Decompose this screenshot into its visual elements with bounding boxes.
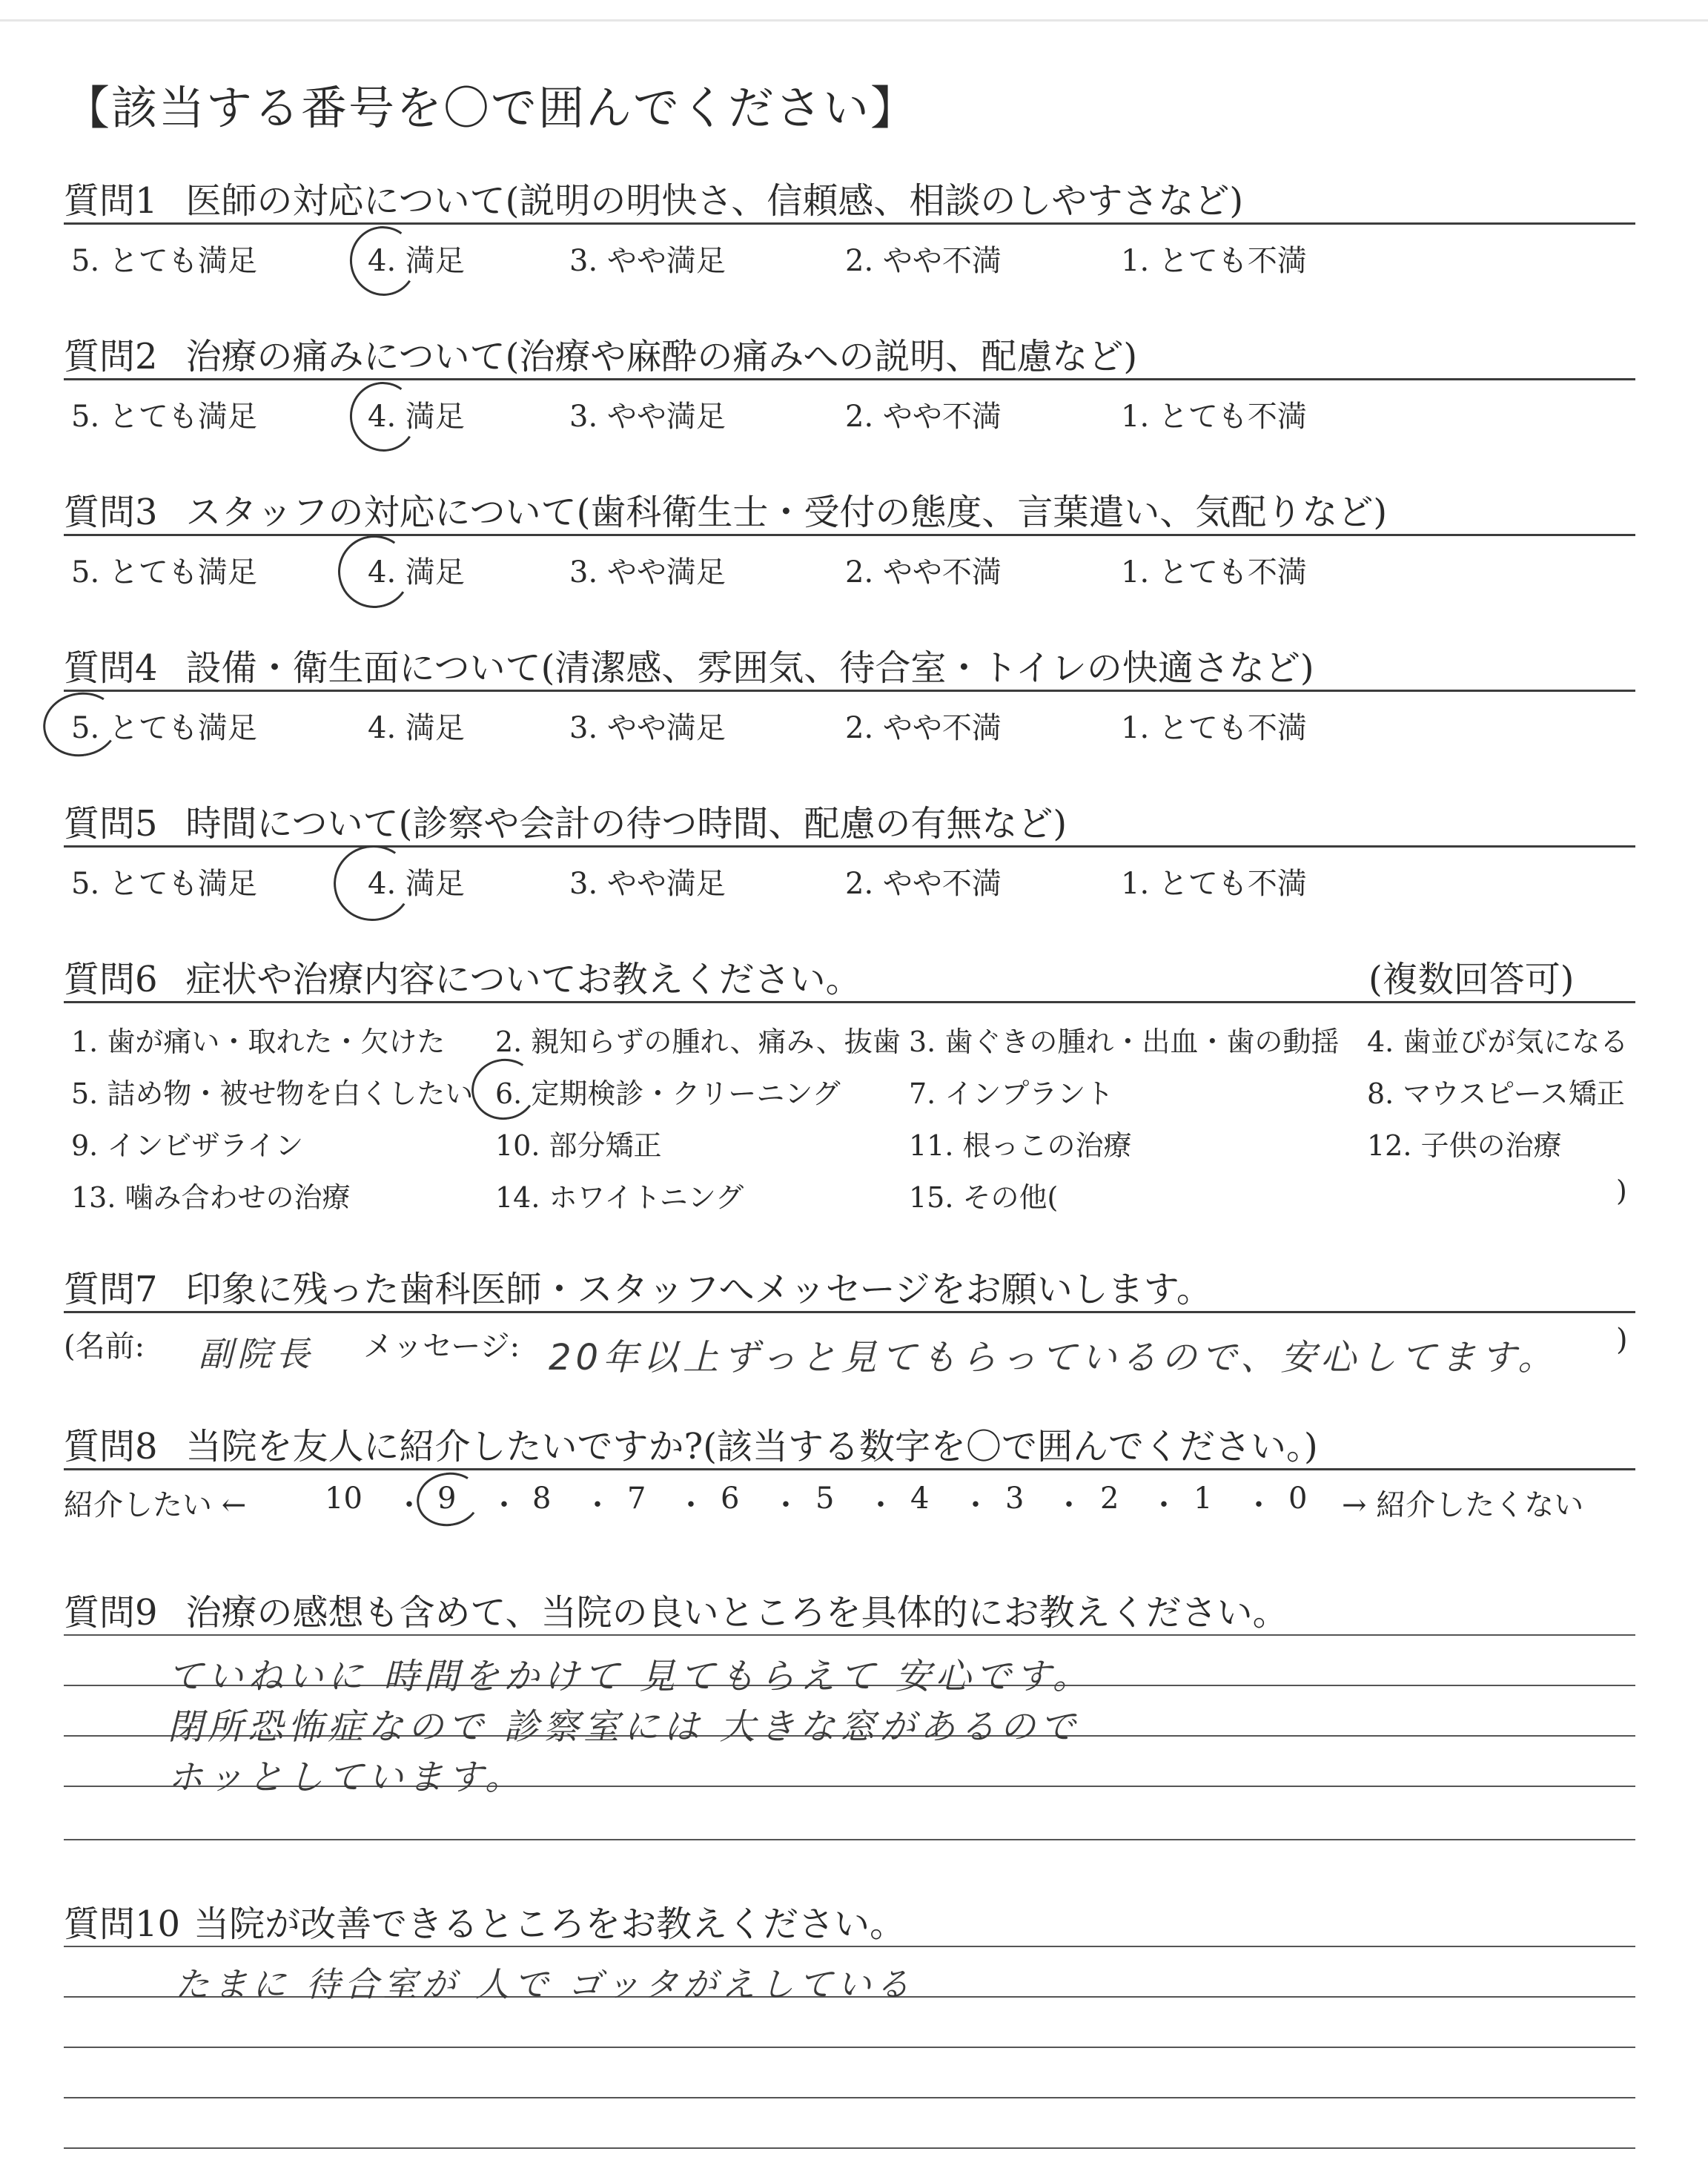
q1-text: 医師の対応について(説明の明快さ、信頼感、相談のしやすさなど) bbox=[185, 180, 1244, 222]
q1-option-1[interactable]: 1. とても不満 bbox=[1121, 244, 1307, 278]
q6-item-10[interactable]: 10. 部分矯正 bbox=[495, 1129, 662, 1162]
q3-option-3[interactable]: 3. やや満足 bbox=[569, 555, 726, 589]
q8-dot: ・ bbox=[394, 1488, 424, 1522]
q10-label: 質問10 bbox=[64, 1903, 181, 1945]
q8-scale-9[interactable]: 9 bbox=[437, 1482, 457, 1516]
q6-item-15[interactable]: 15. その他( bbox=[909, 1181, 1059, 1214]
q8-right-label: → 紹介したくない bbox=[1342, 1488, 1584, 1522]
q6-item-13[interactable]: 13. 噛み合わせの治療 bbox=[71, 1181, 351, 1214]
q6-heading bbox=[64, 951, 861, 1002]
q4-option-2[interactable]: 2. やや不満 bbox=[845, 711, 1002, 745]
q1-option-2[interactable]: 2. やや不満 bbox=[845, 244, 1002, 278]
q6-item-4[interactable]: 4. 歯並びが気になる bbox=[1367, 1025, 1629, 1058]
q3-text: スタッフの対応について(歯科衛生士・受付の態度、言葉遣い、気配りなど) bbox=[185, 492, 1388, 533]
q1-heading bbox=[64, 172, 1243, 223]
q10-answer-line-1[interactable]: たまに 待合室が 人で ゴッタがえしている bbox=[175, 1964, 914, 2004]
q2-text: 治療の痛みについて(治療や麻酔の痛みへの説明、配慮など) bbox=[185, 336, 1138, 377]
q10-text: 当院が改善できるところをお教えください。 bbox=[193, 1903, 906, 1945]
form-title: 【該当する番号を〇で囲んでください】 bbox=[64, 81, 918, 135]
q3-option-2[interactable]: 2. やや不満 bbox=[845, 555, 1002, 589]
q8-dot: ・ bbox=[1149, 1488, 1179, 1522]
q8-scale-1[interactable]: 1 bbox=[1194, 1482, 1213, 1516]
q6-item-12[interactable]: 12. 子供の治療 bbox=[1367, 1129, 1562, 1162]
q8-scale-8[interactable]: 8 bbox=[532, 1482, 552, 1516]
q2-option-1[interactable]: 1. とても不満 bbox=[1121, 400, 1307, 434]
q9-heading bbox=[64, 1584, 1288, 1635]
q5-option-4[interactable]: 4. 満足 bbox=[368, 867, 465, 901]
q8-scale-3[interactable]: 3 bbox=[1005, 1482, 1025, 1516]
q5-option-1[interactable]: 1. とても不満 bbox=[1121, 867, 1307, 901]
q8-label: 質問8 bbox=[64, 1426, 158, 1467]
q1-option-3[interactable]: 3. やや満足 bbox=[569, 244, 726, 278]
q9-rule-5 bbox=[64, 1839, 1635, 1840]
q4-selection-circle bbox=[38, 687, 123, 762]
q8-dot: ・ bbox=[866, 1488, 896, 1522]
q4-option-3[interactable]: 3. やや満足 bbox=[569, 711, 726, 745]
q8-scale-4[interactable]: 4 bbox=[910, 1482, 930, 1516]
q7-heading bbox=[64, 1261, 1212, 1312]
q7-message-label: メッセージ: bbox=[363, 1330, 520, 1364]
scan-top-edge bbox=[0, 19, 1708, 22]
q7-message-value[interactable]: 20年以上ずっと見てもらっているので、安心してます。 bbox=[549, 1337, 1558, 1378]
q9-answer-line-3[interactable]: ホッとしています。 bbox=[168, 1757, 526, 1798]
q2-option-5[interactable]: 5. とても満足 bbox=[71, 400, 257, 434]
q9-label: 質問9 bbox=[64, 1592, 158, 1634]
q6-label: 質問6 bbox=[64, 959, 158, 1000]
q9-rule-1 bbox=[64, 1634, 1635, 1636]
q1-rule bbox=[64, 222, 1635, 225]
q2-option-3[interactable]: 3. やや満足 bbox=[569, 400, 726, 434]
q10-rule-4 bbox=[64, 2097, 1635, 2098]
q7-name-value[interactable]: 副院長 bbox=[199, 1334, 314, 1374]
q7-label: 質問7 bbox=[64, 1269, 158, 1310]
q7-close-paren: ) bbox=[1616, 1323, 1628, 1357]
q6-item-7[interactable]: 7. インプラント bbox=[909, 1077, 1114, 1110]
q4-text: 設備・衛生面について(清潔感、雰囲気、待合室・トイレの快適さなど) bbox=[185, 647, 1314, 689]
q8-scale-6[interactable]: 6 bbox=[721, 1482, 740, 1516]
q5-heading bbox=[64, 795, 1067, 846]
q6-item-8[interactable]: 8. マウスピース矯正 bbox=[1367, 1077, 1625, 1110]
q8-dot: ・ bbox=[583, 1488, 612, 1522]
q1-label: 質問1 bbox=[64, 180, 158, 222]
q8-rule bbox=[64, 1468, 1635, 1470]
q9-text: 治療の感想も含めて、当院の良いところを具体的にお教えください。 bbox=[185, 1592, 1288, 1634]
q5-rule bbox=[64, 845, 1635, 848]
q6-item-9[interactable]: 9. インビザライン bbox=[71, 1129, 304, 1162]
q6-item-11[interactable]: 11. 根っこの治療 bbox=[909, 1129, 1132, 1162]
q6-item-15-close: ) bbox=[1616, 1175, 1627, 1207]
q8-scale-7[interactable]: 7 bbox=[627, 1482, 646, 1516]
q8-text: 当院を友人に紹介したいですか?(該当する数字を〇で囲んでください。) bbox=[185, 1426, 1318, 1467]
q1-option-4[interactable]: 4. 満足 bbox=[368, 244, 465, 278]
q6-text: 症状や治療内容についてお教えください。 bbox=[185, 959, 861, 1000]
q8-dot: ・ bbox=[1054, 1488, 1084, 1522]
q6-item-1[interactable]: 1. 歯が痛い・取れた・欠けた bbox=[71, 1025, 446, 1058]
q8-scale-0[interactable]: 0 bbox=[1288, 1482, 1308, 1516]
q10-rule-3 bbox=[64, 2047, 1635, 2048]
q5-option-3[interactable]: 3. やや満足 bbox=[569, 867, 726, 901]
q7-text: 印象に残った歯科医師・スタッフへメッセージをお願いします。 bbox=[185, 1269, 1212, 1310]
q6-rule bbox=[64, 1001, 1635, 1003]
q7-name-label: (名前: bbox=[64, 1330, 145, 1364]
q5-text: 時間について(診察や会計の待つ時間、配慮の有無など) bbox=[185, 803, 1068, 845]
q6-item-6[interactable]: 6. 定期検診・クリーニング bbox=[495, 1077, 841, 1110]
q2-option-2[interactable]: 2. やや不満 bbox=[845, 400, 1002, 434]
q3-option-5[interactable]: 5. とても満足 bbox=[71, 555, 257, 589]
q8-dot: ・ bbox=[489, 1488, 519, 1522]
q4-heading bbox=[64, 639, 1314, 690]
q3-heading bbox=[64, 483, 1387, 535]
q3-rule bbox=[64, 534, 1635, 536]
q2-rule bbox=[64, 378, 1635, 380]
q2-label: 質問2 bbox=[64, 336, 158, 377]
q5-selection-circle bbox=[328, 839, 418, 928]
q10-rule-5 bbox=[64, 2147, 1635, 2149]
q4-label: 質問4 bbox=[64, 647, 158, 689]
q8-dot: ・ bbox=[961, 1488, 990, 1522]
q5-label: 質問5 bbox=[64, 803, 158, 845]
q6-note: (複数回答可) bbox=[1368, 959, 1575, 1000]
q8-left-label: 紹介したい ← bbox=[64, 1488, 247, 1522]
q5-option-2[interactable]: 2. やや不満 bbox=[845, 867, 1002, 901]
q8-dot: ・ bbox=[676, 1488, 706, 1522]
q10-rule-1 bbox=[64, 1946, 1635, 1947]
q9-answer-line-2[interactable]: 閉所恐怖症なので 診察室には 大きな窓があるので bbox=[168, 1706, 1080, 1748]
q3-option-1[interactable]: 1. とても不満 bbox=[1121, 555, 1307, 589]
q6-item-14[interactable]: 14. ホワイトニング bbox=[495, 1181, 744, 1214]
q4-option-5[interactable]: 5. とても満足 bbox=[71, 711, 257, 745]
q7-rule bbox=[64, 1311, 1635, 1313]
q1-option-5[interactable]: 5. とても満足 bbox=[71, 244, 257, 278]
q2-option-4[interactable]: 4. 満足 bbox=[368, 400, 465, 434]
q8-scale-5[interactable]: 5 bbox=[815, 1482, 835, 1516]
q6-item-3[interactable]: 3. 歯ぐきの腫れ・出血・歯の動揺 bbox=[909, 1025, 1340, 1058]
q1-selection-circle bbox=[345, 221, 423, 301]
q8-scale-2[interactable]: 2 bbox=[1100, 1482, 1119, 1516]
q9-answer-line-1[interactable]: ていねいに 時間をかけて 見てもらえて 安心です。 bbox=[168, 1656, 1093, 1697]
q2-selection-circle bbox=[345, 377, 423, 457]
q8-heading bbox=[64, 1418, 1318, 1469]
q5-option-5[interactable]: 5. とても満足 bbox=[71, 867, 257, 901]
q2-heading bbox=[64, 328, 1137, 379]
q4-option-4[interactable]: 4. 満足 bbox=[368, 711, 465, 745]
q6-item-5[interactable]: 5. 詰め物・被せ物を白くしたい bbox=[71, 1077, 474, 1110]
q10-heading bbox=[64, 1895, 905, 1946]
q6-selection-circle bbox=[467, 1054, 542, 1125]
q8-dot: ・ bbox=[1244, 1488, 1274, 1522]
q3-label: 質問3 bbox=[64, 492, 158, 533]
q3-option-4[interactable]: 4. 満足 bbox=[368, 555, 465, 589]
q3-selection-circle bbox=[332, 529, 417, 614]
q8-dot: ・ bbox=[771, 1488, 801, 1522]
q6-item-2[interactable]: 2. 親知らずの腫れ、痛み、抜歯 bbox=[495, 1025, 901, 1058]
q4-option-1[interactable]: 1. とても不満 bbox=[1121, 711, 1307, 745]
q4-rule bbox=[64, 690, 1635, 692]
q8-scale-10[interactable]: 10 bbox=[325, 1482, 363, 1516]
